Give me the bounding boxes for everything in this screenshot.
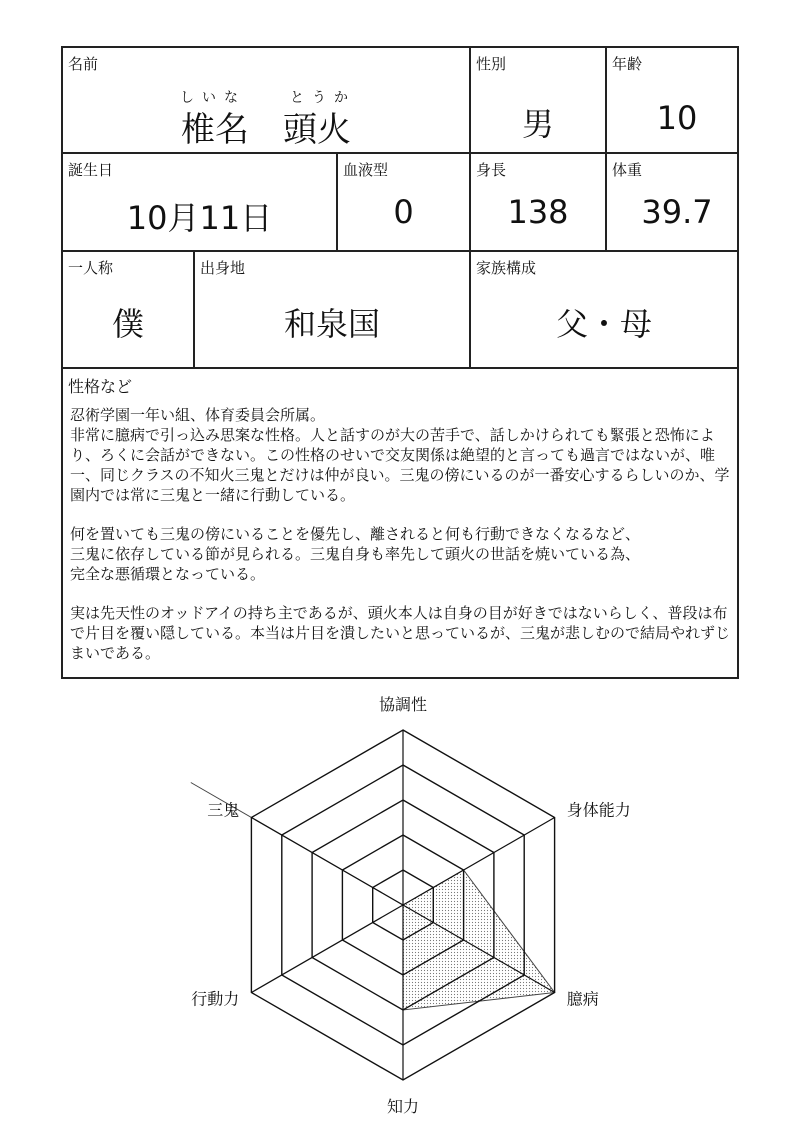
personality-paragraph-1: 忍術学園一年い組、体育委員会所属。 非常に臆病で引っ込み思案な性格。人と話すのが大の苦手で、話しかけられても緊張と恐怖により、ろくに会話ができない。この性格のせいで交友関係は絶望的と言っても過言ではないが、唯一、同じクラスの不知火三鬼とだけは仲が良い。三鬼の傍にいるのが一番安心するらしいのか、学園内では常に三鬼と一緒に行動している。: [70, 406, 730, 504]
name-furigana-given: しいな: [180, 90, 246, 106]
personality-label: 性格など: [68, 377, 133, 396]
personality-paragraph-2: 何を置いても三鬼の傍にいることを優先し、離されると何も行動できなくなるなど、 三鬼に依存している節が見られる。三鬼自身も率先して頭火の世話を焼いている為、 完全な悪循環となっている。: [70, 525, 641, 583]
origin-label: 出身地: [200, 259, 246, 277]
weight-label: 体重: [612, 161, 643, 179]
family-value: 父・母: [555, 305, 652, 343]
age-label: 年齢: [612, 55, 643, 73]
age-value: 10: [656, 99, 698, 137]
family-cell: [470, 251, 738, 368]
personality-text: [70, 405, 740, 682]
weight-value: 39.7: [641, 193, 713, 231]
pronoun-cell: [62, 251, 194, 368]
birthday-label: 誕生日: [68, 161, 114, 179]
pronoun-label: 一人称: [68, 259, 114, 277]
blood-cell: [337, 153, 470, 251]
weight-cell: [606, 153, 738, 251]
radar-spoke-5: [251, 905, 403, 993]
blood-label: 血液型: [343, 161, 389, 179]
radar-axis-label-5: 行動力: [191, 989, 240, 1009]
gender-label: 性別: [476, 55, 507, 73]
birthday-value: 10月11日: [126, 199, 273, 237]
radar-axis-label-6: 三鬼: [207, 800, 240, 820]
radar-axis-label-2: 身体能力: [566, 800, 631, 820]
family-label: 家族構成: [476, 259, 537, 277]
name-furigana-family: とうか: [290, 90, 356, 106]
pronoun-value: 僕: [111, 305, 144, 343]
birthday-cell: [62, 153, 337, 251]
name-label: 名前: [68, 55, 99, 73]
radar-spoke-6: [251, 818, 403, 906]
age-cell: [606, 47, 738, 153]
name-value: 椎名 頭火: [181, 110, 351, 150]
radar-axis-label-1: 協調性: [378, 695, 428, 714]
origin-cell: [194, 251, 470, 368]
gender-value: 男: [521, 105, 554, 143]
blood-value: 0: [393, 193, 414, 231]
name-cell: [62, 47, 470, 153]
radar-axis-label-3: 臆病: [566, 989, 599, 1009]
height-cell: [470, 153, 606, 251]
height-label: 身長: [476, 161, 507, 179]
personality-paragraph-3: 実は先天性のオッドアイの持ち主であるが、頭火本人は自身の目が好きではないらしく、普段は布で片目を覆い隠している。本当は片目を潰したいと思っているが、三鬼が悲しむので結局やれずじまいである。: [70, 604, 731, 662]
height-value: 138: [507, 193, 569, 231]
radar-chart: [191, 695, 631, 1116]
gender-cell: [470, 47, 606, 153]
radar-axis-label-4: 知力: [386, 1097, 420, 1116]
origin-value: 和泉国: [283, 305, 380, 343]
